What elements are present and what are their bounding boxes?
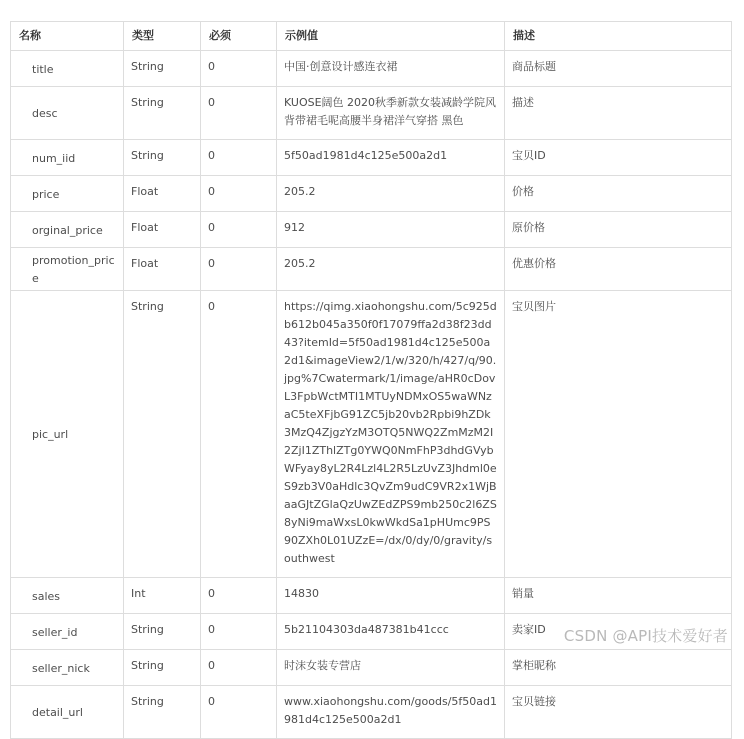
table-row <box>11 686 732 739</box>
param-description: 价格 <box>505 176 732 212</box>
param-type: String <box>124 140 201 176</box>
param-description: 宝贝链接 <box>505 686 732 739</box>
param-type: Float <box>124 248 201 291</box>
param-required: 0 <box>201 248 277 291</box>
param-example: 205.2 <box>277 248 505 291</box>
param-example: https://qimg.xiaohongshu.com/5c925db612b045a350f0f17079ffa2d38f23dd43?itemId=5f50ad1981d4c125e500a2d1&imageView2/1/w/320/h/427/q/90.jpg%7Cwatermark/1/image/aHR0cDovL3FpbWctMTI1MTUyNDMxOS5waWNzaC5teXFjbG91ZC5jb20vb2Rpbi9hZDk3MzQ4ZjgzYzM3OTQ5NWQ2ZmMzM2I2ZjI1ZThlZTg0YWQ0NmFhP3dhdGVybWFyay8yL2R4Lzl4L2R5LzUvZ3Jhdml0eS9zb3V0aHdlc3QvZm9udC9VR2x1WjBaaGJtZGlaQzUwZEdZPS9mb250c2l6ZS8yNi9maWxsL0kwWkdSa1pHUmc9PS90ZXh0L01UZzE=/dx/0/dy/0/gravity/southwest <box>277 291 505 578</box>
header-name: 名称 <box>11 22 124 51</box>
param-type: Int <box>124 578 201 614</box>
param-required: 0 <box>201 291 277 578</box>
param-example: 14830 <box>277 578 505 614</box>
param-name: seller_id <box>11 614 124 650</box>
param-required: 0 <box>201 212 277 248</box>
table-row <box>11 578 732 614</box>
header-type: 类型 <box>124 22 201 51</box>
param-name: orginal_price <box>11 212 124 248</box>
table-row <box>11 51 732 87</box>
param-type: String <box>124 614 201 650</box>
header-required: 必须 <box>201 22 277 51</box>
header-description: 描述 <box>505 22 732 51</box>
param-required: 0 <box>201 51 277 87</box>
param-type: String <box>124 291 201 578</box>
param-example: 5b21104303da487381b41ccc <box>277 614 505 650</box>
param-example: 912 <box>277 212 505 248</box>
param-example: www.xiaohongshu.com/goods/5f50ad1981d4c125e500a2d1 <box>277 686 505 739</box>
param-description: 销量 <box>505 578 732 614</box>
csdn-watermark: CSDN @API技术爱好者 <box>563 627 728 645</box>
param-example: KUOSE阔色 2020秋季新款女装减龄学院风背带裙毛呢高腰半身裙洋气穿搭 黑色 <box>277 87 505 140</box>
param-example: 205.2 <box>277 176 505 212</box>
header-example: 示例值 <box>277 22 505 51</box>
param-name: pic_url <box>11 291 124 578</box>
param-type: String <box>124 51 201 87</box>
table-row <box>11 87 732 140</box>
param-name: detail_url <box>11 686 124 739</box>
param-type: String <box>124 87 201 140</box>
param-type: Float <box>124 176 201 212</box>
param-description: 描述 <box>505 87 732 140</box>
param-description: 宝贝图片 <box>505 291 732 578</box>
param-name: price <box>11 176 124 212</box>
param-type: String <box>124 686 201 739</box>
param-required: 0 <box>201 140 277 176</box>
param-example: 中国·创意设计感连衣裙 <box>277 51 505 87</box>
table-row <box>11 291 732 578</box>
param-required: 0 <box>201 578 277 614</box>
param-name: title <box>11 51 124 87</box>
param-required: 0 <box>201 650 277 686</box>
param-name: promotion_price <box>11 248 124 291</box>
table-row <box>11 650 732 686</box>
param-type: String <box>124 650 201 686</box>
param-description: 掌柜昵称 <box>505 650 732 686</box>
param-name: num_iid <box>11 140 124 176</box>
param-description: 宝贝ID <box>505 140 732 176</box>
table-row <box>11 248 732 291</box>
param-description: 原价格 <box>505 212 732 248</box>
param-required: 0 <box>201 614 277 650</box>
param-type: Float <box>124 212 201 248</box>
param-required: 0 <box>201 87 277 140</box>
table-row <box>11 176 732 212</box>
table-row <box>11 212 732 248</box>
param-description: 商品标题 <box>505 51 732 87</box>
param-required: 0 <box>201 686 277 739</box>
param-example: 5f50ad1981d4c125e500a2d1 <box>277 140 505 176</box>
param-name: desc <box>11 87 124 140</box>
param-example: 时沫女装专营店 <box>277 650 505 686</box>
table-row <box>11 140 732 176</box>
param-description: 卖家ID <box>505 614 732 650</box>
param-name: seller_nick <box>11 650 124 686</box>
table-header-row <box>11 22 732 51</box>
param-name: sales <box>11 578 124 614</box>
param-required: 0 <box>201 176 277 212</box>
param-description: 优惠价格 <box>505 248 732 291</box>
